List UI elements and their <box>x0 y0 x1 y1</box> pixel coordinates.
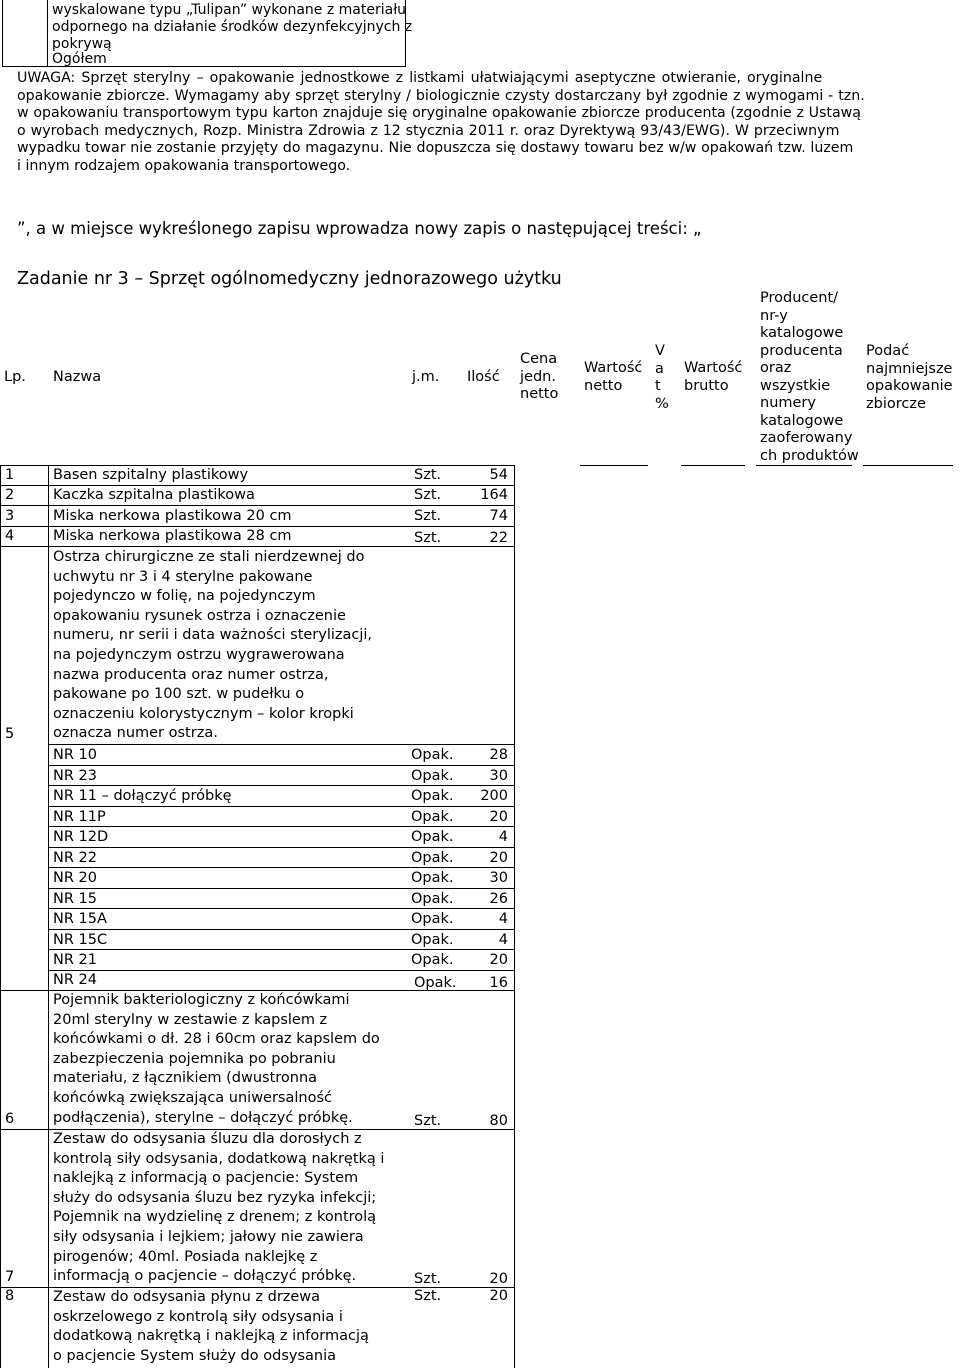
uwaga-line: w opakowaniu transportowym typu karton znajduje się oryginalne opakowanie zbiorcze producenta (zgodnie z Ustawą <box>17 105 861 121</box>
subrow-nazwa: NR 20 <box>53 870 97 886</box>
subrow-ilosc: 30 <box>489 870 508 886</box>
subrow-ilosc: 28 <box>489 747 508 763</box>
subrow-ilosc: 4 <box>498 932 508 948</box>
row-lp: 2 <box>5 487 15 503</box>
subrow-nazwa: NR 15A <box>53 911 107 927</box>
subrow-ilosc: 20 <box>489 952 508 968</box>
row-ilosc: 20 <box>489 1288 508 1304</box>
col-header-nazwa: Nazwa <box>53 369 102 385</box>
ogolem-label: Ogółem <box>52 51 107 67</box>
subrow-jm: Opak. <box>411 870 454 886</box>
subrow-ilosc: 20 <box>489 850 508 866</box>
subrow-nazwa: NR 15C <box>53 932 108 948</box>
row-description: Pojemnik bakteriologiczny z końcówkami 20ml sterylny w zestawie z kapslem z końcówkami o dł. 28 i 60cm oraz kapslem do zabezpieczenia pojemnika po pobraniu materiału, z łącznikiem (dwustronna końcówką zwiększająca uniwersalność podłączenia), sterylne – dołączyć próbkę. <box>53 992 380 1126</box>
row-lp: 5 <box>5 726 15 742</box>
top-cell-line: pokrywą <box>52 36 112 52</box>
subrow-nazwa: NR 22 <box>53 850 97 866</box>
top-cell-line: wyskalowane typu „Tulipan” wykonane z materiału <box>52 2 407 18</box>
row-nazwa: Miska nerkowa plastikowa 28 cm <box>53 528 292 544</box>
subrow-jm: Opak. <box>411 829 454 845</box>
uwaga-line: wypadku towar nie zostanie przyjęty do magazynu. Nie dopuszcza się dostawy towaru bez w/w opakowań tzw. luzem <box>17 140 854 156</box>
subrow-nazwa: NR 11P <box>53 809 106 825</box>
subrow-ilosc: 30 <box>489 768 508 784</box>
subrow-jm: Opak. <box>411 952 454 968</box>
subrow-jm: Opak. <box>411 932 454 948</box>
col-header-cena: Cena jedn. netto <box>520 351 559 402</box>
subrow-ilosc: 20 <box>489 809 508 825</box>
col-header-wartosc-brutto: Wartość brutto <box>684 360 743 394</box>
row-nazwa: Basen szpitalny plastikowy <box>53 467 249 483</box>
row-nazwa: Kaczka szpitalna plastikowa <box>53 487 255 503</box>
col-header-ilosc: Ilość <box>467 369 500 385</box>
zadanie-title: Zadanie nr 3 – Sprzęt ogólnomedyczny jednorazowego użytku <box>17 269 562 289</box>
subrow-ilosc: 4 <box>498 911 508 927</box>
col-header-jm: j.m. <box>412 369 440 385</box>
row-lp: 8 <box>5 1288 15 1304</box>
subrow-nazwa: NR 15 <box>53 891 97 907</box>
subrow-ilosc: 16 <box>489 975 508 991</box>
row-jm: Szt. <box>414 508 442 524</box>
subrow-nazwa: NR 10 <box>53 747 97 763</box>
subrow-jm: Opak. <box>411 850 454 866</box>
row-ilosc: 164 <box>480 487 508 503</box>
row-lp: 4 <box>5 528 15 544</box>
col-header-producent: Producent/ nr-y katalogowe producenta oraz wszystkie numery katalogowe zaoferowany ch produktów <box>760 290 859 464</box>
row-jm: Szt. <box>414 530 442 546</box>
amendment-line: ”, a w miejsce wykreślonego zapisu wprowadza nowy zapis o następującej treści: „ <box>17 219 702 238</box>
row-description: Zestaw do odsysania śluzu dla dorosłych z kontrolą siły odsysania, dodatkową nakrętką i naklejką z informacją o pacjencie: System służy do odsysania śluzu bez ryzyka infekcji; Pojemnik na wydzielinę z drenem; z kontrolą siły odsysania i lejkiem; jałowy nie zawiera pirogenów; 40ml. Posiada naklejkę z informacją o pacjencie – dołączyć próbkę. <box>53 1131 385 1285</box>
row-description: Ostrza chirurgiczne ze stali nierdzewnej do uchwytu nr 3 i 4 sterylne pakowane pojedynczo w folię, na pojedynczym opakowaniu rysunek ostrza i oznaczenie numeru, nr serii i data ważności sterylizacji, na pojedynczym ostrzu wygrawerowana nazwa producenta oraz numer ostrza, pakowane po 100 szt. w pudełku o oznaczeniu kolorystycznym – kolor kropki oznacza numer ostrza. <box>53 549 373 742</box>
subrow-nazwa: NR 12D <box>53 829 109 845</box>
row-ilosc: 54 <box>489 467 508 483</box>
row-lp: 6 <box>5 1111 15 1127</box>
subrow-ilosc: 26 <box>489 891 508 907</box>
subrow-jm: Opak. <box>411 768 454 784</box>
col-header-vat: V a t % <box>655 343 669 412</box>
uwaga-paragraph <box>17 70 865 175</box>
subrow-jm: Opak. <box>411 747 454 763</box>
subrow-nazwa: NR 21 <box>53 952 97 968</box>
row-jm: Szt. <box>414 487 442 503</box>
subrow-jm: Opak. <box>414 975 457 991</box>
row-nazwa: Miska nerkowa plastikowa 20 cm <box>53 508 292 524</box>
subrow-ilosc: 200 <box>480 788 508 804</box>
row-ilosc: 20 <box>489 1271 508 1287</box>
row-jm: Szt. <box>414 1288 442 1304</box>
subrow-nazwa: NR 23 <box>53 768 97 784</box>
uwaga-line: i innym rodzajem opakowania transportowego. <box>17 157 351 174</box>
subrow-jm: Opak. <box>411 911 454 927</box>
row-ilosc: 74 <box>489 508 508 524</box>
subrow-nazwa: NR 11 – dołączyć próbkę <box>53 788 232 804</box>
subrow-ilosc: 4 <box>498 829 508 845</box>
row-lp: 7 <box>5 1269 15 1285</box>
row-lp: 1 <box>5 467 15 483</box>
col-header-podac: Podać najmniejsze opakowanie zbiorcze <box>866 343 953 412</box>
subrow-jm: Opak. <box>411 891 454 907</box>
row-description: Zestaw do odsysania płynu z drzewa oskrzelowego z kontrolą siły odsysania i dodatkową nakrętką i naklejką z informacją o pacjencie System służy do odsysania <box>53 1289 369 1364</box>
row-ilosc: 22 <box>489 530 508 546</box>
col-header-wartosc-netto: Wartość netto <box>584 360 643 394</box>
top-cell-line: odpornego na działanie środków dezynfekcyjnych z <box>52 19 413 35</box>
row-jm: Szt. <box>414 1113 442 1129</box>
uwaga-line: o wyrobach medycznych, Rozp. Ministra Zdrowia z 12 stycznia 2011 r. oraz Dyrektywą 93/43/EWG). W przeciwnym <box>17 122 840 139</box>
row-lp: 3 <box>5 508 15 524</box>
uwaga-line: UWAGA: Sprzęt sterylny – opakowanie jednostkowe z listkami ułatwiającymi aseptyczne otwieranie, oryginalne <box>17 70 823 86</box>
row-jm: Szt. <box>414 467 442 483</box>
col-header-lp: Lp. <box>4 369 26 385</box>
top-cell-text <box>52 2 412 53</box>
subrow-nazwa: NR 24 <box>53 972 97 988</box>
subrow-jm: Opak. <box>411 788 454 804</box>
uwaga-line: opakowanie zbiorcze. Wymagamy aby sprzęt sterylny / biologicznie czysty dostarczany był zgodnie z wymogami - tzn. <box>17 87 865 104</box>
subrow-jm: Opak. <box>411 809 454 825</box>
row-ilosc: 80 <box>489 1113 508 1129</box>
row-jm: Szt. <box>414 1271 442 1287</box>
